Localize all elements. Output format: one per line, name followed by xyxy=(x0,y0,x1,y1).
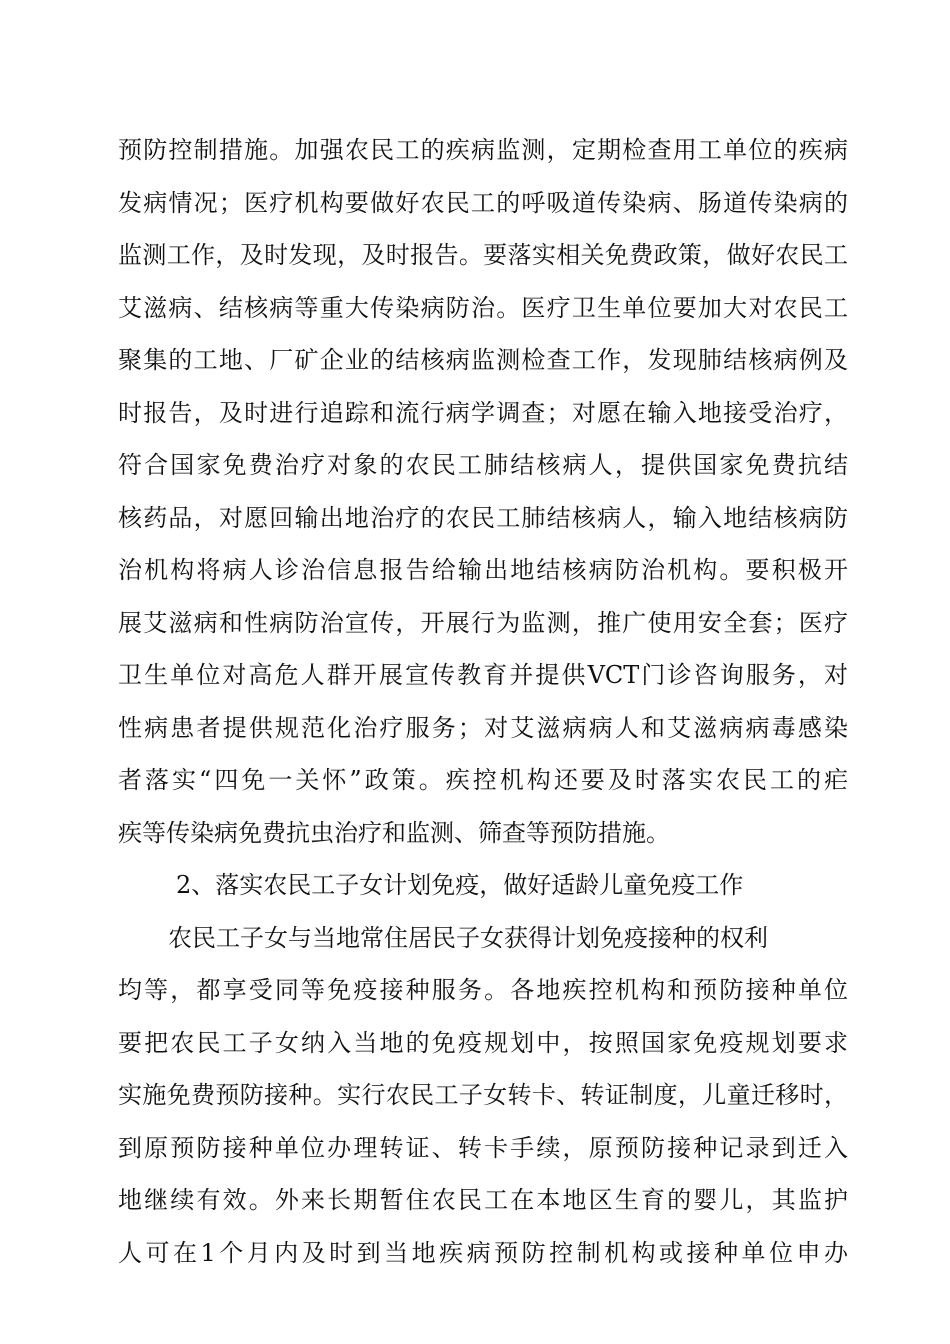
paragraph-line: 实施免费预防接种。实行农民工子女转卡、转证制度，儿童迁移时， xyxy=(118,1081,848,1109)
paragraph-line: 疾等传染病免费抗虫治疗和监测、筛查等预防措施。 xyxy=(118,818,670,847)
document-body xyxy=(118,124,848,1279)
paragraph-line: 核药品，对愿回输出地治疗的农民工肺结核病人，输入地结核病防 xyxy=(118,503,848,532)
paragraph-line: 符合国家免费治疗对象的农民工肺结核病人，提供国家免费抗结 xyxy=(118,451,848,479)
paragraph-line: 要把农民工子女纳入当地的免疫规划中，按照国家免疫规划要求 xyxy=(118,1028,848,1057)
paragraph-line: 地继续有效。外来长期暂住农民工在本地区生育的婴儿，其监护 xyxy=(118,1186,848,1214)
paragraph-line: 时报告，及时进行追踪和流行病学调查；对愿在输入地接受治疗， xyxy=(118,398,848,427)
paragraph-line: 到原预防接种单位办理转证、转卡手续，原预防接种记录到迁入 xyxy=(118,1133,848,1162)
paragraph-line: 治机构将病人诊治信息报告给输出地结核病防治机构。要积极开 xyxy=(118,556,848,584)
paragraph-line: 者落实“四免一关怀”政策。疾控机构还要及时落实农民工的疟 xyxy=(118,766,848,794)
paragraph-line: 农民工子女与当地常住居民子女获得计划免疫接种的权利 xyxy=(168,923,768,952)
paragraph-line: 艾滋病、结核病等重大传染病防治。医疗卫生单位要加大对农民工 xyxy=(118,293,848,322)
paragraph-line: 卫生单位对高危人群开展宣传教育并提供VCT门诊咨询服务，对 xyxy=(118,661,848,689)
paragraph-line: 性病患者提供规范化治疗服务；对艾滋病病人和艾滋病病毒感染 xyxy=(118,713,848,742)
paragraph-line: 发病情况；医疗机构要做好农民工的呼吸道传染病、肠道传染病的 xyxy=(118,188,848,217)
paragraph-line: 监测工作，及时发现，及时报告。要落实相关免费政策，做好农民工 xyxy=(118,241,848,269)
paragraph-line: 人可在1个月内及时到当地疾病预防控制机构或接种单位申办 xyxy=(118,1238,848,1267)
paragraph-line: 均等，都享受同等免疫接种服务。各地疾控机构和预防接种单位 xyxy=(118,976,848,1004)
paragraph-line: 预防控制措施。加强农民工的疾病监测，定期检查用工单位的疾病 xyxy=(118,136,848,164)
section-heading: 2、落实农民工子女计划免疫，做好适龄儿童免疫工作 xyxy=(176,871,744,899)
paragraph-line: 聚集的工地、厂矿企业的结核病监测检查工作，发现肺结核病例及 xyxy=(118,346,848,374)
paragraph-line: 展艾滋病和性病防治宣传，开展行为监测，推广使用安全套；医疗 xyxy=(118,608,848,637)
